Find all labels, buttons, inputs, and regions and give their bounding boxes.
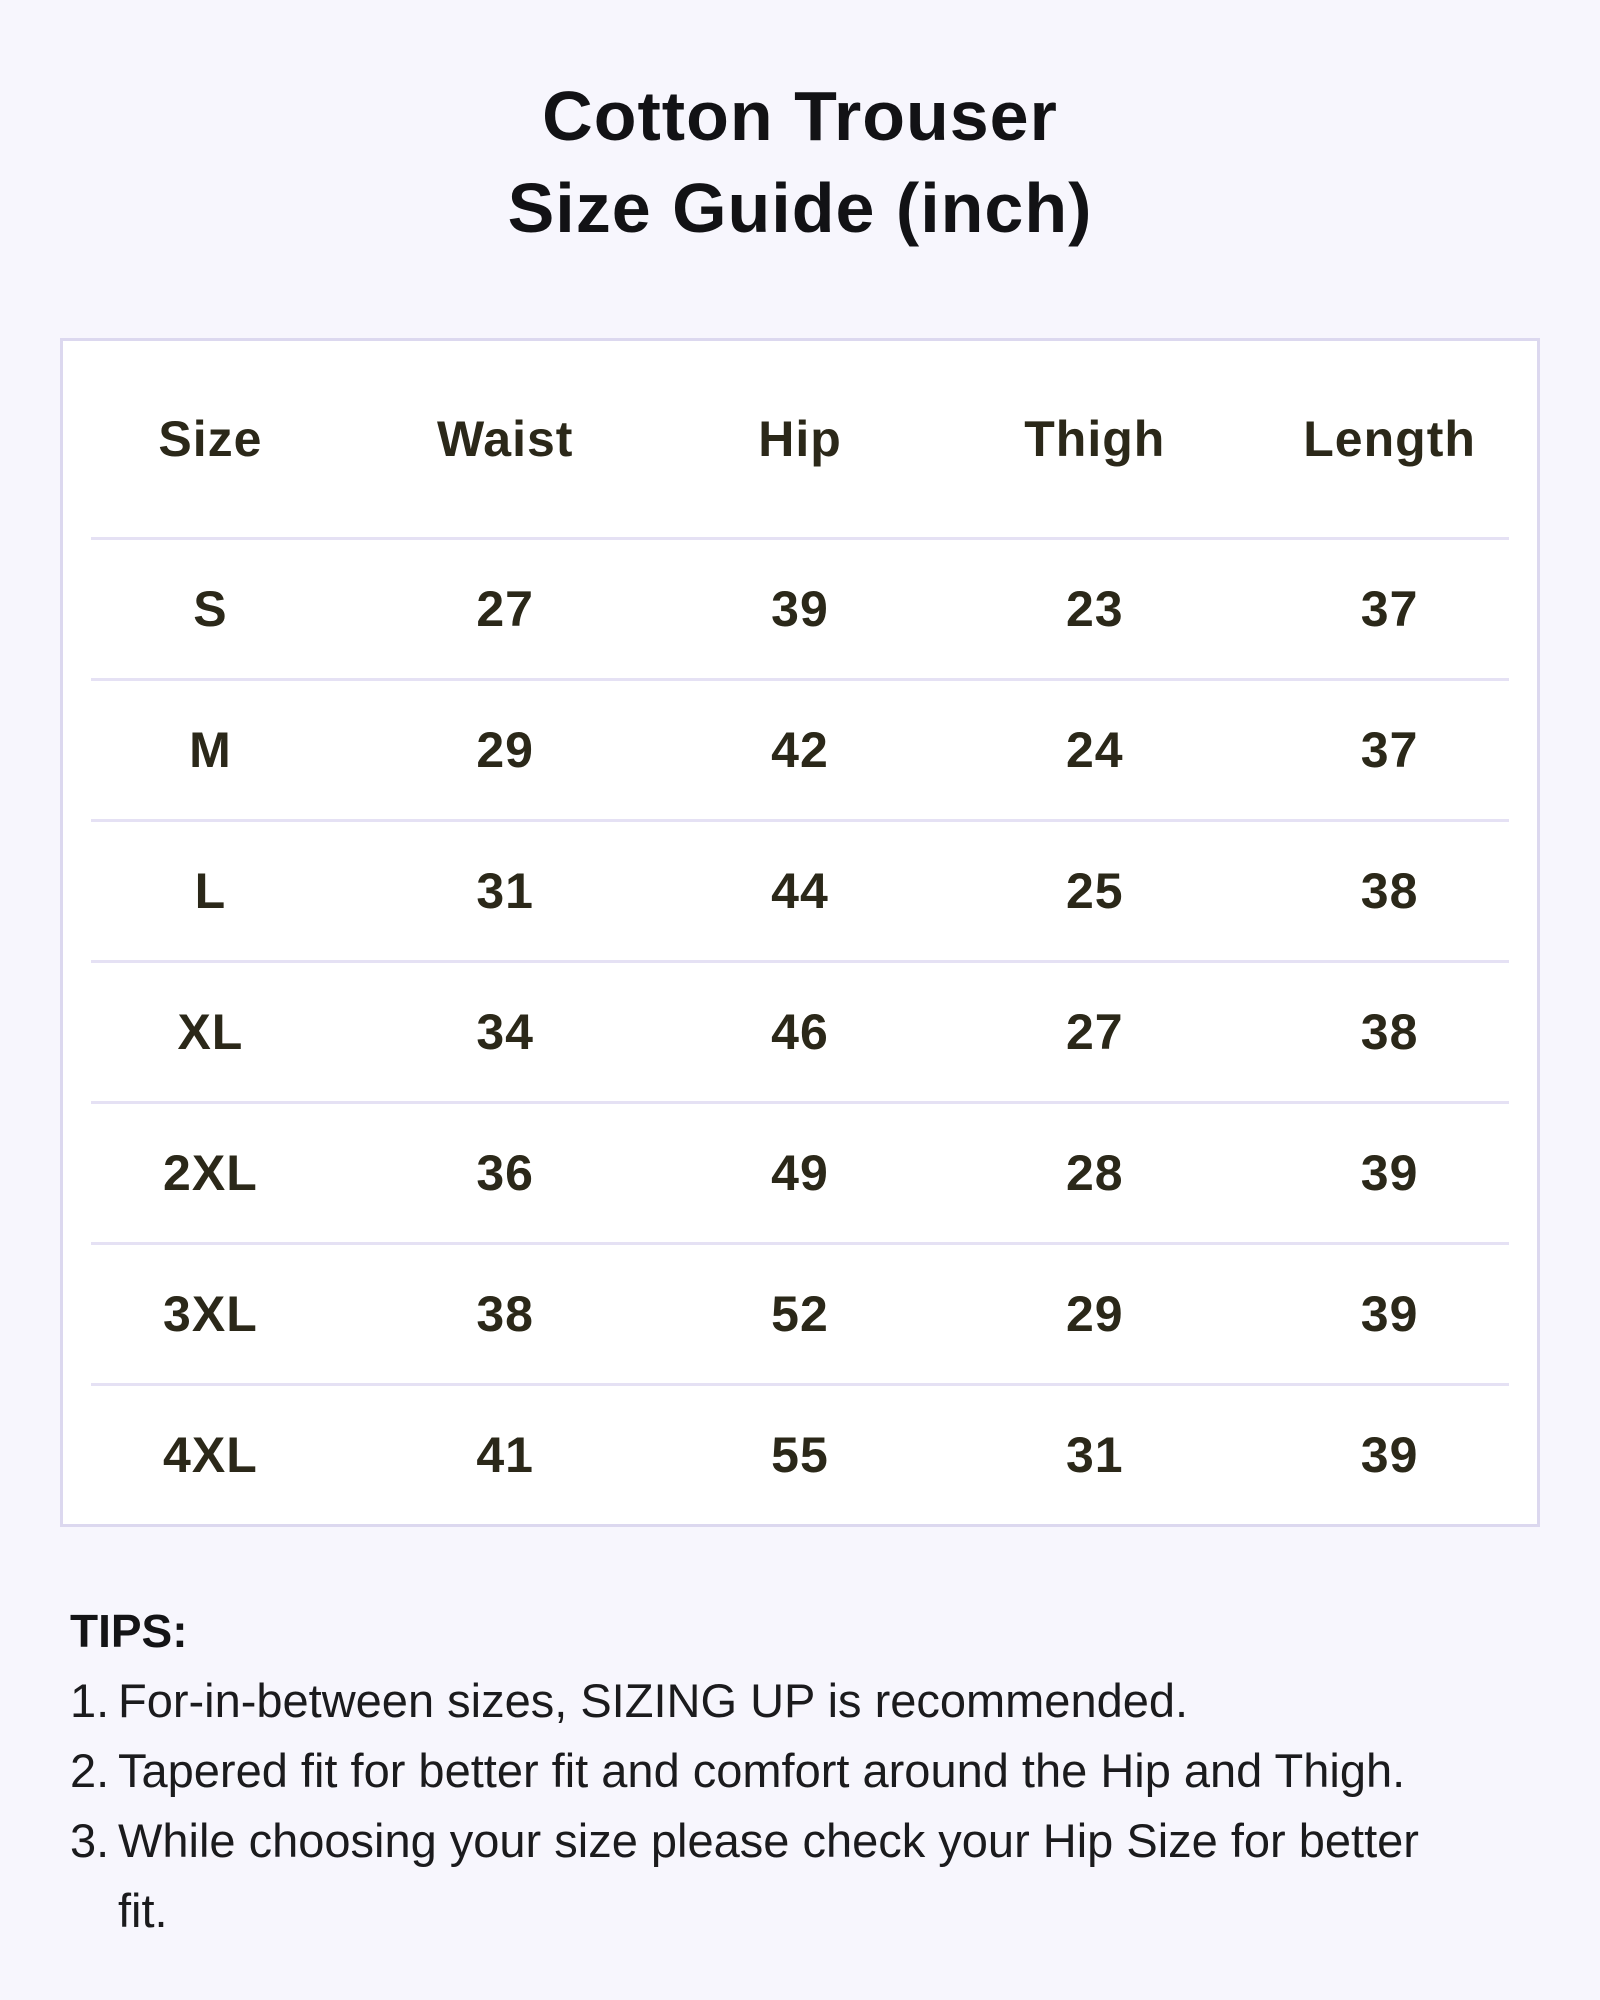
cell-waist: 34 <box>476 1004 534 1060</box>
tip-number: 1. <box>70 1674 110 1727</box>
tips-section <box>70 1596 1470 1946</box>
page-title <box>0 70 1600 254</box>
cell-hip: 42 <box>771 722 829 778</box>
page-title-line-1: Cotton Trouser <box>542 77 1058 155</box>
cell-thigh: 29 <box>1065 1286 1124 1342</box>
cell-length: 39 <box>1360 1427 1419 1483</box>
column-header-waist: Waist <box>436 411 574 467</box>
column-header-hip: Hip <box>758 411 842 467</box>
cell-thigh: 24 <box>1065 722 1124 778</box>
cell-waist: 38 <box>476 1286 534 1342</box>
cell-thigh: 27 <box>1065 1004 1124 1060</box>
cell-hip: 44 <box>771 863 829 919</box>
column-header-length: Length <box>1303 411 1476 467</box>
column-header-thigh: Thigh <box>1024 411 1166 467</box>
cell-hip: 46 <box>771 1004 829 1060</box>
table-header-row <box>63 341 1537 537</box>
tips-heading: TIPS: <box>70 1605 188 1657</box>
table-row-s <box>63 540 1537 678</box>
table-row-l <box>63 822 1537 960</box>
cell-hip: 55 <box>771 1427 829 1483</box>
tip-text: Tapered fit for better fit and comfort around the Hip and Thigh. <box>118 1744 1406 1797</box>
cell-thigh: 28 <box>1065 1145 1124 1201</box>
tip-item-2 <box>70 1736 1470 1806</box>
cell-size: XL <box>177 1004 244 1060</box>
cell-size: L <box>194 863 227 919</box>
tip-number: 3. <box>70 1814 110 1867</box>
cell-thigh: 23 <box>1065 581 1124 637</box>
cell-size: 3XL <box>163 1286 258 1342</box>
tip-number: 2. <box>70 1744 110 1797</box>
cell-waist: 27 <box>476 581 534 637</box>
cell-length: 37 <box>1360 581 1419 637</box>
cell-waist: 36 <box>476 1145 534 1201</box>
cell-waist: 29 <box>476 722 534 778</box>
cell-hip: 49 <box>771 1145 829 1201</box>
cell-size: 2XL <box>163 1145 258 1201</box>
cell-size: S <box>193 581 228 637</box>
tip-item-3 <box>70 1806 1470 1946</box>
cell-length: 38 <box>1360 863 1419 919</box>
table-row-m <box>63 681 1537 819</box>
cell-thigh: 25 <box>1065 863 1124 919</box>
cell-length: 38 <box>1360 1004 1419 1060</box>
table-row-xl <box>63 963 1537 1101</box>
table-row-3xl <box>63 1245 1537 1383</box>
cell-size: M <box>189 722 232 778</box>
tip-item-1 <box>70 1666 1470 1736</box>
table-row-2xl <box>63 1104 1537 1242</box>
cell-length: 39 <box>1360 1145 1419 1201</box>
size-table-card <box>60 338 1540 1527</box>
cell-hip: 39 <box>771 581 829 637</box>
cell-thigh: 31 <box>1065 1427 1124 1483</box>
cell-size: 4XL <box>163 1427 258 1483</box>
table-row-4xl <box>63 1386 1537 1524</box>
cell-length: 39 <box>1360 1286 1419 1342</box>
cell-waist: 41 <box>476 1427 534 1483</box>
cell-waist: 31 <box>476 863 534 919</box>
page-title-line-2: Size Guide (inch) <box>507 169 1093 247</box>
cell-length: 37 <box>1360 722 1419 778</box>
tip-text: For-in-between sizes, SIZING UP is recommended. <box>118 1674 1189 1727</box>
column-header-size: Size <box>158 411 263 467</box>
cell-hip: 52 <box>771 1286 829 1342</box>
tip-text: While choosing your size please check your Hip Size for better fit. <box>118 1814 1419 1937</box>
